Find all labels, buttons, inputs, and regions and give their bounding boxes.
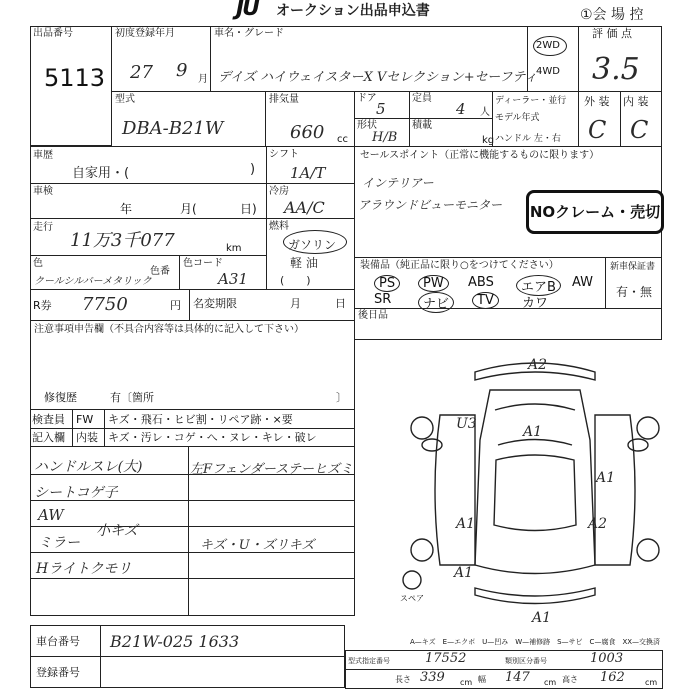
exterior-label: 外 装 [584, 95, 610, 108]
first-reg-year: 27 [130, 62, 153, 83]
car-body-shape [475, 390, 595, 574]
warranty-label: 新車保証書 [610, 262, 656, 272]
equip-aw: AW [572, 275, 594, 290]
note-line-4: ミラー [38, 535, 80, 551]
right-side-shape [595, 415, 635, 565]
notes-line-5 [30, 578, 355, 579]
record-interior: 内装 [76, 431, 98, 444]
equip-navi: ナビ [418, 292, 454, 313]
history-close: ) [250, 162, 256, 177]
displacement-unit: cc [337, 134, 348, 145]
ext-int-divider [620, 92, 621, 146]
shape-label: 形状 [357, 120, 377, 131]
equip-sr: SR [374, 292, 392, 307]
displacement-value: 660 [290, 122, 325, 143]
inspection-cell [30, 183, 267, 219]
history-value: 自家用・( [72, 166, 130, 181]
damage-mark-front-left: U3 [456, 416, 477, 432]
inspector-vdivider-2 [104, 410, 105, 446]
left-mirror-shape [422, 439, 442, 451]
rear-seat-cell [354, 308, 662, 340]
recycle-unit: 円 [170, 299, 181, 312]
mileage-value: 11万3千077 [70, 230, 175, 251]
record-label: 記入欄 [32, 431, 65, 444]
model-label: 車名・グレード [214, 28, 284, 39]
name-change-month: 月 [290, 297, 301, 310]
wheel-rr-shape [637, 539, 659, 561]
length-unit: cm [460, 678, 473, 687]
note-right-1: 左Fフェンダーステーヒズミ [190, 462, 353, 477]
type-label: 型式 [115, 94, 135, 105]
shift-label: シフト [269, 149, 299, 160]
spare-label: スペア [400, 594, 424, 603]
warranty-value: 有・無 [616, 285, 653, 299]
left-side-shape [435, 415, 475, 565]
shift-value: 1A/T [290, 164, 326, 182]
repair-close: 〕 [336, 391, 347, 404]
right-mirror-shape [628, 439, 648, 451]
equipment-label: 装備品（純正品に限り○をつけてください） [360, 260, 559, 271]
chassis-divider [100, 626, 101, 656]
damage-mark-left-rear: A1 [454, 565, 474, 581]
model-value: デイズ ハイウェイスターX Vセレクション+セーフティ [218, 70, 538, 85]
name-change-day: 日 [335, 297, 346, 310]
no-claim-stamp: NOクレーム・売切 [526, 190, 664, 234]
repair-label: 修復歴 [44, 391, 77, 404]
lot-number-label: 出品番号 [33, 28, 73, 39]
load-label: 積載 [412, 120, 432, 131]
damage-mark-front-bumper: A2 [528, 357, 548, 373]
selling-points-label: セールスポイント（正常に機能するものに限ります） [360, 150, 600, 161]
fuel-diesel: 軽 油 [290, 256, 318, 270]
registration-divider [100, 657, 101, 687]
doors-label: ドア [357, 93, 377, 104]
exterior-value: C [588, 116, 607, 144]
damage-mark-rear-bumper: A1 [532, 610, 552, 626]
recycle-value: 7750 [82, 294, 128, 315]
length-label: 長さ [395, 675, 411, 684]
category-value: 1003 [590, 651, 624, 666]
notes-vdivider [188, 446, 189, 616]
copy-label: ①会 場 控 [580, 7, 644, 23]
note-line-4b: 小キズ [96, 523, 138, 539]
name-change-label: 名変期限 [193, 297, 237, 310]
history-label: 車歴 [33, 150, 53, 161]
drive-2wd: 2WD [536, 40, 560, 51]
dealer-label: ディーラー・並行 [495, 96, 567, 106]
capacity-value: 4 [456, 100, 466, 118]
color-code-label: 色コード [183, 258, 223, 269]
category-label: 類別区分番号 [505, 657, 547, 665]
selling-point-2: アラウンドビューモニター [358, 198, 503, 212]
height-unit: cm [645, 678, 658, 687]
doors-value: 5 [376, 100, 386, 118]
notes-label: 注意事項申告欄（不具合内容等は具体的に記入して下さい） [34, 324, 304, 335]
width-value: 147 [505, 670, 530, 685]
height-label: 高さ [562, 675, 578, 684]
logo: JU [236, 0, 259, 21]
repair-value: 有〔箇所 [110, 391, 154, 404]
height-value: 162 [600, 670, 625, 685]
type-value: DBA-B21W [122, 118, 224, 139]
rating-value: 3.5 [592, 52, 640, 87]
drive-2wd-circle [533, 36, 567, 56]
inspector-fw: FW [76, 413, 94, 426]
mileage-label: 走行 [33, 222, 53, 233]
drive-4wd: 4WD [536, 66, 560, 77]
selling-point-1: インテリアー [362, 176, 434, 190]
chassis-value: B21W-025 1633 [110, 632, 240, 651]
equip-ps: PS [374, 275, 400, 292]
wheel-fl-shape [411, 417, 433, 439]
inspector-items: キズ・飛石・ヒビ割・リペア跡・×要 [108, 413, 293, 426]
color-code-value: A31 [218, 270, 248, 288]
shape-value: H/B [372, 130, 398, 145]
rear-bumper-shape [475, 588, 595, 604]
equip-leather: カワ [522, 296, 549, 311]
hood-line-shape [495, 404, 575, 410]
load-unit: kg [482, 135, 495, 146]
note-line-1: ハンドルスレ(大) [34, 459, 143, 475]
note-line-3: AW [38, 506, 64, 524]
interior-label: 内 装 [623, 95, 649, 108]
fuel-paren: ( ) [280, 274, 311, 287]
first-reg-month: 9 [176, 60, 188, 81]
history-cell [30, 146, 267, 184]
registration-label: 登録番号 [36, 666, 80, 679]
capacity-label: 定員 [412, 93, 432, 104]
rating-label: 評 価 点 [592, 27, 632, 40]
spare-tire-shape [403, 571, 421, 589]
capacity-unit: 人 [480, 107, 490, 118]
record-items: キズ・汚レ・コゲ・へ・ヌレ・キレ・破レ [108, 431, 317, 444]
interior-value: C [630, 116, 649, 144]
inspector-label: 検査員 [32, 413, 65, 426]
equip-airbag: エアB [516, 275, 561, 296]
note-line-5: Hライトクモリ [36, 561, 132, 577]
color-value: クールシルバーメタリック [34, 276, 152, 287]
note-line-2: シートコゲ子 [34, 485, 118, 501]
rear-seat-label: 後日品 [358, 310, 388, 321]
inspection-day: 日) [240, 202, 257, 216]
type-designation-label: 型式指定番号 [348, 657, 390, 665]
ac-label: 冷房 [269, 186, 289, 197]
inspection-label: 車検 [33, 186, 53, 197]
wheel-fr-shape [637, 417, 659, 439]
note-right-2: キズ・U・ズリキズ [200, 538, 315, 553]
type-designation-value: 17552 [425, 651, 467, 666]
car-diagram [400, 350, 670, 620]
recycle-label: R券 [33, 299, 52, 312]
first-reg-month-unit: 月 [198, 74, 208, 85]
mileage-unit: km [226, 243, 242, 254]
inspector-vdivider [72, 410, 73, 446]
inspection-year: 年 [120, 202, 133, 216]
fuel-gasoline: ガソリン [288, 238, 337, 252]
lot-number: 5113 [44, 64, 106, 92]
equip-abs: ABS [468, 275, 494, 290]
color-label: 色 [33, 258, 43, 269]
equip-tv: TV [472, 292, 499, 309]
damage-mark-hood: A1 [523, 424, 543, 440]
width-label: 幅 [478, 675, 486, 684]
damage-mark-right-front: A1 [596, 470, 616, 486]
displacement-label: 排気量 [269, 94, 299, 105]
damage-mark-left-door: A1 [456, 516, 476, 532]
width-unit: cm [544, 678, 557, 687]
fuel-gasoline-circle [283, 230, 347, 254]
ac-value: AA/C [284, 198, 325, 217]
damage-legend: A—キズ E—エクボ U—凹み W—補修跡 S—サビ C—腐食 XX—交換済 [410, 638, 661, 646]
model-year-label: モデル年式 [495, 113, 540, 123]
windshield-shape [498, 440, 572, 446]
fuel-label: 燃料 [269, 221, 289, 232]
inspector-divider [30, 428, 355, 429]
damage-mark-right-door: A2 [588, 516, 608, 532]
wheel-rl-shape [411, 539, 433, 561]
first-reg-label: 初度登録年月 [115, 28, 175, 39]
roof-shape [494, 455, 576, 531]
inspection-month: 月( [180, 202, 197, 216]
handle-label: ハンドル 左・右 [495, 134, 561, 144]
notes-line-3 [30, 526, 355, 527]
color-number-label: 色番 [150, 266, 170, 277]
chassis-label: 車台番号 [36, 635, 80, 648]
form-title: オークション出品申込書 [276, 3, 430, 19]
equip-pw: PW [418, 275, 449, 292]
length-value: 339 [420, 670, 445, 685]
